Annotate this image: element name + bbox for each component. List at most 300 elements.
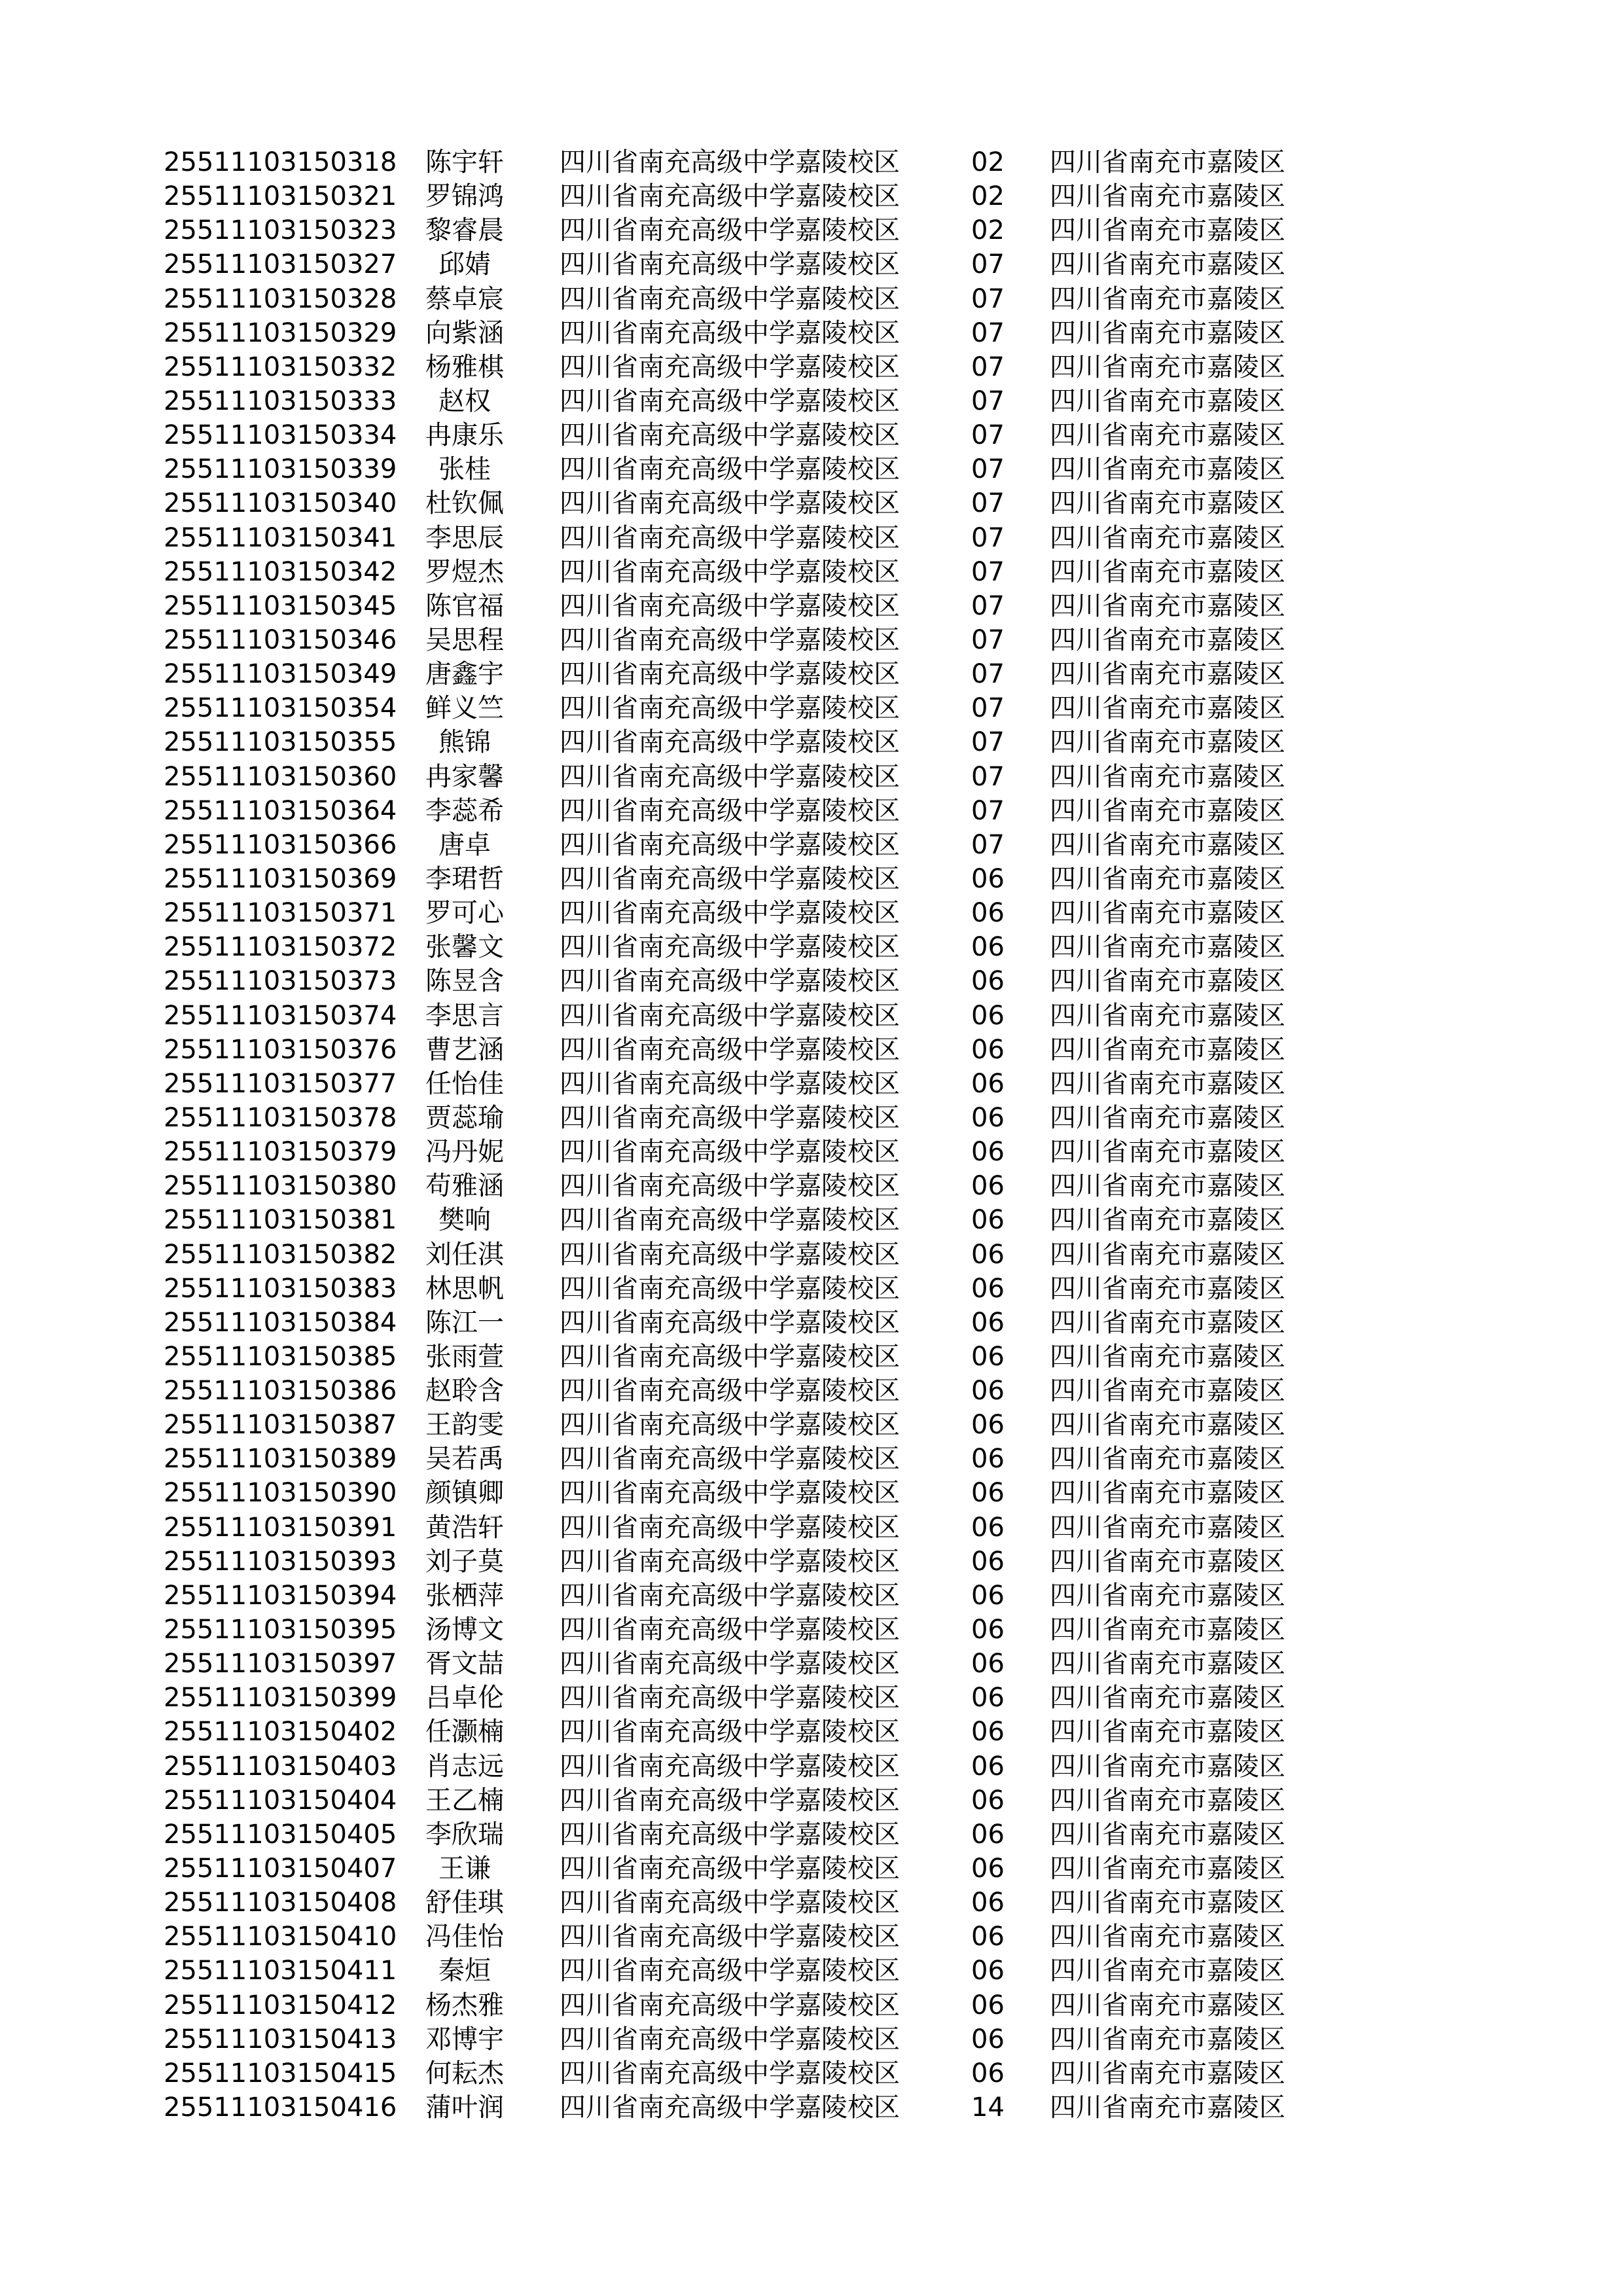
region-cell: 四川省南充市嘉陵区 (1050, 1546, 1285, 1577)
exam-id-cell: 25511103150334 (164, 420, 397, 451)
exam-id-cell: 25511103150386 (164, 1376, 397, 1407)
school-cell: 四川省南充高级中学嘉陵校区 (560, 556, 900, 587)
school-cell: 四川省南充高级中学嘉陵校区 (560, 693, 900, 724)
region-cell: 四川省南充市嘉陵区 (1050, 1649, 1285, 1679)
student-name-cell: 冯佳怡 (425, 1922, 504, 1952)
exam-id-cell: 25511103150377 (164, 1068, 397, 1099)
school-cell: 四川省南充高级中学嘉陵校区 (560, 249, 900, 280)
school-cell: 四川省南充高级中学嘉陵校区 (560, 1376, 900, 1407)
exam-id-cell: 25511103150327 (164, 249, 397, 280)
region-cell: 四川省南充市嘉陵区 (1050, 1478, 1285, 1509)
exam-id-cell: 25511103150395 (164, 1615, 397, 1645)
region-cell: 四川省南充市嘉陵区 (1050, 351, 1285, 382)
school-cell: 四川省南充高级中学嘉陵校区 (560, 1068, 900, 1099)
student-name-cell: 黎睿晨 (425, 215, 504, 246)
region-cell: 四川省南充市嘉陵区 (1050, 2092, 1285, 2123)
exam-id-cell: 25511103150399 (164, 1683, 397, 1713)
student-name-cell: 苟雅涵 (425, 1171, 504, 1202)
student-name-cell: 唐鑫宇 (425, 659, 504, 690)
student-name-cell: 刘子莫 (425, 1546, 504, 1577)
table-row (0, 179, 1623, 213)
region-cell: 四川省南充市嘉陵区 (1050, 1615, 1285, 1645)
table-row (0, 452, 1623, 486)
table-row (0, 384, 1623, 418)
code-cell: 06 (971, 2024, 1005, 2054)
school-cell: 四川省南充高级中学嘉陵校区 (560, 1478, 900, 1509)
exam-id-cell: 25511103150376 (164, 1034, 397, 1065)
table-row (0, 1681, 1623, 1715)
student-name-cell: 陈官福 (425, 590, 504, 621)
region-cell: 四川省南充市嘉陵区 (1050, 966, 1285, 997)
table-row (0, 1715, 1623, 1749)
student-name-cell: 吴若禹 (425, 1444, 504, 1475)
student-name-cell: 吕卓伦 (425, 1683, 504, 1713)
code-cell: 07 (971, 590, 1005, 621)
region-cell: 四川省南充市嘉陵区 (1050, 317, 1285, 348)
exam-id-cell: 25511103150410 (164, 1922, 397, 1952)
school-cell: 四川省南充高级中学嘉陵校区 (560, 1717, 900, 1748)
exam-id-cell: 25511103150349 (164, 659, 397, 690)
exam-id-cell: 25511103150402 (164, 1717, 397, 1748)
student-name-cell: 王韵雯 (425, 1410, 504, 1441)
region-cell: 四川省南充市嘉陵区 (1050, 590, 1285, 621)
student-name-cell: 张雨萱 (425, 1341, 504, 1372)
table-row (0, 1749, 1623, 1784)
student-name-cell: 林思帆 (425, 1273, 504, 1304)
student-name-cell: 秦烜 (438, 1956, 491, 1986)
table-row (0, 1852, 1623, 1886)
exam-id-cell: 25511103150403 (164, 1751, 397, 1782)
table-row (0, 896, 1623, 930)
table-row (0, 1033, 1623, 1067)
code-cell: 06 (971, 1717, 1005, 1748)
school-cell: 四川省南充高级中学嘉陵校区 (560, 863, 900, 894)
student-name-cell: 陈江一 (425, 1307, 504, 1338)
region-cell: 四川省南充市嘉陵区 (1050, 249, 1285, 280)
table-row (0, 1920, 1623, 1954)
exam-id-cell: 25511103150354 (164, 693, 397, 724)
school-cell: 四川省南充高级中学嘉陵校区 (560, 898, 900, 929)
exam-id-cell: 25511103150332 (164, 351, 397, 382)
exam-id-cell: 25511103150415 (164, 2058, 397, 2089)
school-cell: 四川省南充高级中学嘉陵校区 (560, 1546, 900, 1577)
table-row (0, 964, 1623, 998)
school-cell: 四川省南充高级中学嘉陵校区 (560, 1990, 900, 2020)
student-name-cell: 杜钦佩 (425, 488, 504, 519)
table-row (0, 1408, 1623, 1442)
table-row (0, 1476, 1623, 1510)
table-row (0, 725, 1623, 759)
table-row (0, 247, 1623, 281)
school-cell: 四川省南充高级中学嘉陵校区 (560, 1102, 900, 1133)
region-cell: 四川省南充市嘉陵区 (1050, 1785, 1285, 1816)
student-name-cell: 吴思程 (425, 624, 504, 655)
region-cell: 四川省南充市嘉陵区 (1050, 181, 1285, 212)
region-cell: 四川省南充市嘉陵区 (1050, 1034, 1285, 1065)
school-cell: 四川省南充高级中学嘉陵校区 (560, 1580, 900, 1611)
exam-id-cell: 25511103150380 (164, 1171, 397, 1202)
table-row (0, 691, 1623, 725)
exam-id-cell: 25511103150408 (164, 1888, 397, 1918)
student-name-cell: 杨雅棋 (425, 351, 504, 382)
code-cell: 07 (971, 693, 1005, 724)
school-cell: 四川省南充高级中学嘉陵校区 (560, 727, 900, 758)
school-cell: 四川省南充高级中学嘉陵校区 (560, 215, 900, 246)
student-name-cell: 汤博文 (425, 1615, 504, 1645)
code-cell: 06 (971, 1888, 1005, 1918)
code-cell: 06 (971, 1546, 1005, 1577)
region-cell: 四川省南充市嘉陵区 (1050, 1000, 1285, 1031)
student-name-cell: 张栖萍 (425, 1580, 504, 1611)
exam-id-cell: 25511103150345 (164, 590, 397, 621)
code-cell: 07 (971, 761, 1005, 792)
exam-id-cell: 25511103150339 (164, 454, 397, 485)
exam-id-cell: 25511103150329 (164, 317, 397, 348)
code-cell: 07 (971, 556, 1005, 587)
table-row (0, 213, 1623, 247)
school-cell: 四川省南充高级中学嘉陵校区 (560, 351, 900, 382)
roster-table (0, 145, 1623, 2125)
school-cell: 四川省南充高级中学嘉陵校区 (560, 317, 900, 348)
student-name-cell: 张馨文 (425, 932, 504, 963)
school-cell: 四川省南充高级中学嘉陵校区 (560, 1239, 900, 1270)
school-cell: 四川省南充高级中学嘉陵校区 (560, 1000, 900, 1031)
exam-id-cell: 25511103150390 (164, 1478, 397, 1509)
table-row (0, 1818, 1623, 1852)
table-row (0, 589, 1623, 623)
region-cell: 四川省南充市嘉陵区 (1050, 420, 1285, 451)
exam-id-cell: 25511103150346 (164, 624, 397, 655)
code-cell: 06 (971, 1854, 1005, 1884)
exam-id-cell: 25511103150355 (164, 727, 397, 758)
school-cell: 四川省南充高级中学嘉陵校区 (560, 1273, 900, 1304)
code-cell: 06 (971, 1956, 1005, 1986)
code-cell: 06 (971, 1478, 1005, 1509)
code-cell: 02 (971, 181, 1005, 212)
code-cell: 06 (971, 1000, 1005, 1031)
code-cell: 06 (971, 1580, 1005, 1611)
code-cell: 07 (971, 659, 1005, 690)
code-cell: 06 (971, 1102, 1005, 1133)
school-cell: 四川省南充高级中学嘉陵校区 (560, 2024, 900, 2054)
student-name-cell: 邱婧 (438, 249, 491, 280)
table-row (0, 555, 1623, 589)
exam-id-cell: 25511103150342 (164, 556, 397, 587)
student-name-cell: 李思辰 (425, 522, 504, 553)
table-row (0, 1272, 1623, 1306)
code-cell: 06 (971, 863, 1005, 894)
table-row (0, 1511, 1623, 1545)
code-cell: 06 (971, 1819, 1005, 1850)
exam-id-cell: 25511103150389 (164, 1444, 397, 1475)
region-cell: 四川省南充市嘉陵区 (1050, 795, 1285, 826)
code-cell: 02 (971, 215, 1005, 246)
table-row (0, 999, 1623, 1033)
school-cell: 四川省南充高级中学嘉陵校区 (560, 488, 900, 519)
school-cell: 四川省南充高级中学嘉陵校区 (560, 966, 900, 997)
student-name-cell: 蔡卓宸 (425, 283, 504, 314)
student-name-cell: 李欣瑞 (425, 1819, 504, 1850)
exam-id-cell: 25511103150412 (164, 1990, 397, 2020)
exam-id-cell: 25511103150381 (164, 1205, 397, 1236)
code-cell: 06 (971, 1683, 1005, 1713)
region-cell: 四川省南充市嘉陵区 (1050, 386, 1285, 416)
student-name-cell: 舒佳琪 (425, 1888, 504, 1918)
region-cell: 四川省南充市嘉陵区 (1050, 522, 1285, 553)
student-name-cell: 陈昱含 (425, 966, 504, 997)
school-cell: 四川省南充高级中学嘉陵校区 (560, 1751, 900, 1782)
table-row (0, 316, 1623, 350)
region-cell: 四川省南充市嘉陵区 (1050, 1683, 1285, 1713)
school-cell: 四川省南充高级中学嘉陵校区 (560, 1410, 900, 1441)
school-cell: 四川省南充高级中学嘉陵校区 (560, 181, 900, 212)
code-cell: 07 (971, 386, 1005, 416)
student-name-cell: 冉康乐 (425, 420, 504, 451)
exam-id-cell: 25511103150372 (164, 932, 397, 963)
table-row (0, 1886, 1623, 1920)
table-row (0, 930, 1623, 964)
table-row (0, 1988, 1623, 2022)
code-cell: 07 (971, 624, 1005, 655)
exam-id-cell: 25511103150371 (164, 898, 397, 929)
school-cell: 四川省南充高级中学嘉陵校区 (560, 761, 900, 792)
table-row (0, 1203, 1623, 1237)
student-name-cell: 罗煜杰 (425, 556, 504, 587)
region-cell: 四川省南充市嘉陵区 (1050, 1239, 1285, 1270)
table-row (0, 145, 1623, 179)
region-cell: 四川省南充市嘉陵区 (1050, 1922, 1285, 1952)
student-name-cell: 罗可心 (425, 898, 504, 929)
code-cell: 06 (971, 1239, 1005, 1270)
table-row (0, 1101, 1623, 1135)
region-cell: 四川省南充市嘉陵区 (1050, 1990, 1285, 2020)
exam-id-cell: 25511103150387 (164, 1410, 397, 1441)
region-cell: 四川省南充市嘉陵区 (1050, 1888, 1285, 1918)
region-cell: 四川省南充市嘉陵区 (1050, 215, 1285, 246)
table-row (0, 1579, 1623, 1613)
table-row (0, 1169, 1623, 1203)
table-row (0, 2056, 1623, 2090)
school-cell: 四川省南充高级中学嘉陵校区 (560, 1615, 900, 1645)
student-name-cell: 李蕊希 (425, 795, 504, 826)
table-row (0, 1135, 1623, 1169)
student-name-cell: 熊锦 (438, 727, 491, 758)
school-cell: 四川省南充高级中学嘉陵校区 (560, 522, 900, 553)
table-row (0, 760, 1623, 794)
student-name-cell: 樊响 (438, 1205, 491, 1236)
table-row (0, 1340, 1623, 1374)
school-cell: 四川省南充高级中学嘉陵校区 (560, 1034, 900, 1065)
student-name-cell: 曹艺涵 (425, 1034, 504, 1065)
code-cell: 06 (971, 1307, 1005, 1338)
table-row (0, 418, 1623, 452)
exam-id-cell: 25511103150383 (164, 1273, 397, 1304)
exam-id-cell: 25511103150384 (164, 1307, 397, 1338)
code-cell: 06 (971, 1615, 1005, 1645)
region-cell: 四川省南充市嘉陵区 (1050, 556, 1285, 587)
region-cell: 四川省南充市嘉陵区 (1050, 727, 1285, 758)
school-cell: 四川省南充高级中学嘉陵校区 (560, 147, 900, 177)
student-name-cell: 赵权 (438, 386, 491, 416)
school-cell: 四川省南充高级中学嘉陵校区 (560, 386, 900, 416)
code-cell: 06 (971, 1205, 1005, 1236)
table-row (0, 521, 1623, 555)
student-name-cell: 蒲叶润 (425, 2092, 504, 2123)
student-name-cell: 陈宇轩 (425, 147, 504, 177)
code-cell: 06 (971, 1171, 1005, 1202)
code-cell: 06 (971, 1444, 1005, 1475)
school-cell: 四川省南充高级中学嘉陵校区 (560, 1341, 900, 1372)
region-cell: 四川省南充市嘉陵区 (1050, 1580, 1285, 1611)
exam-id-cell: 25511103150411 (164, 1956, 397, 1986)
school-cell: 四川省南充高级中学嘉陵校区 (560, 590, 900, 621)
student-name-cell: 李珺哲 (425, 863, 504, 894)
region-cell: 四川省南充市嘉陵区 (1050, 1341, 1285, 1372)
table-row (0, 1647, 1623, 1681)
exam-id-cell: 25511103150382 (164, 1239, 397, 1270)
region-cell: 四川省南充市嘉陵区 (1050, 863, 1285, 894)
exam-id-cell: 25511103150373 (164, 966, 397, 997)
school-cell: 四川省南充高级中学嘉陵校区 (560, 659, 900, 690)
exam-id-cell: 25511103150407 (164, 1854, 397, 1884)
school-cell: 四川省南充高级中学嘉陵校区 (560, 2092, 900, 2123)
code-cell: 07 (971, 795, 1005, 826)
table-row (0, 350, 1623, 384)
code-cell: 06 (971, 2058, 1005, 2089)
code-cell: 07 (971, 522, 1005, 553)
exam-id-cell: 25511103150369 (164, 863, 397, 894)
region-cell: 四川省南充市嘉陵区 (1050, 1307, 1285, 1338)
table-row (0, 1613, 1623, 1647)
student-name-cell: 邓博宇 (425, 2024, 504, 2054)
code-cell: 06 (971, 1751, 1005, 1782)
school-cell: 四川省南充高级中学嘉陵校区 (560, 1444, 900, 1475)
exam-id-cell: 25511103150379 (164, 1137, 397, 1168)
code-cell: 06 (971, 1649, 1005, 1679)
school-cell: 四川省南充高级中学嘉陵校区 (560, 1649, 900, 1679)
exam-id-cell: 25511103150413 (164, 2024, 397, 2054)
table-row (0, 623, 1623, 657)
student-name-cell: 颜镇卿 (425, 1478, 504, 1509)
exam-id-cell: 25511103150391 (164, 1512, 397, 1543)
table-row (0, 486, 1623, 520)
code-cell: 06 (971, 932, 1005, 963)
student-name-cell: 刘任淇 (425, 1239, 504, 1270)
school-cell: 四川省南充高级中学嘉陵校区 (560, 1956, 900, 1986)
school-cell: 四川省南充高级中学嘉陵校区 (560, 795, 900, 826)
student-name-cell: 何耘杰 (425, 2058, 504, 2089)
region-cell: 四川省南充市嘉陵区 (1050, 2058, 1285, 2089)
school-cell: 四川省南充高级中学嘉陵校区 (560, 1205, 900, 1236)
code-cell: 07 (971, 283, 1005, 314)
school-cell: 四川省南充高级中学嘉陵校区 (560, 932, 900, 963)
exam-id-cell: 25511103150366 (164, 829, 397, 860)
table-row (0, 1954, 1623, 1988)
region-cell: 四川省南充市嘉陵区 (1050, 488, 1285, 519)
region-cell: 四川省南充市嘉陵区 (1050, 283, 1285, 314)
region-cell: 四川省南充市嘉陵区 (1050, 1751, 1285, 1782)
student-name-cell: 肖志远 (425, 1751, 504, 1782)
code-cell: 07 (971, 727, 1005, 758)
region-cell: 四川省南充市嘉陵区 (1050, 624, 1285, 655)
exam-id-cell: 25511103150378 (164, 1102, 397, 1133)
school-cell: 四川省南充高级中学嘉陵校区 (560, 1307, 900, 1338)
school-cell: 四川省南充高级中学嘉陵校区 (560, 1137, 900, 1168)
code-cell: 06 (971, 1410, 1005, 1441)
code-cell: 06 (971, 1512, 1005, 1543)
region-cell: 四川省南充市嘉陵区 (1050, 1819, 1285, 1850)
region-cell: 四川省南充市嘉陵区 (1050, 1410, 1285, 1441)
student-name-cell: 王乙楠 (425, 1785, 504, 1816)
exam-id-cell: 25511103150321 (164, 181, 397, 212)
table-row (0, 1238, 1623, 1272)
code-cell: 06 (971, 1990, 1005, 2020)
region-cell: 四川省南充市嘉陵区 (1050, 1137, 1285, 1168)
student-name-cell: 冉家馨 (425, 761, 504, 792)
region-cell: 四川省南充市嘉陵区 (1050, 693, 1285, 724)
table-row (0, 282, 1623, 316)
exam-id-cell: 25511103150328 (164, 283, 397, 314)
code-cell: 07 (971, 351, 1005, 382)
table-row (0, 828, 1623, 862)
school-cell: 四川省南充高级中学嘉陵校区 (560, 283, 900, 314)
student-name-cell: 任灏楠 (425, 1717, 504, 1748)
school-cell: 四川省南充高级中学嘉陵校区 (560, 1819, 900, 1850)
school-cell: 四川省南充高级中学嘉陵校区 (560, 1785, 900, 1816)
code-cell: 07 (971, 317, 1005, 348)
exam-id-cell: 25511103150340 (164, 488, 397, 519)
region-cell: 四川省南充市嘉陵区 (1050, 1273, 1285, 1304)
region-cell: 四川省南充市嘉陵区 (1050, 829, 1285, 860)
region-cell: 四川省南充市嘉陵区 (1050, 1171, 1285, 1202)
table-row (0, 862, 1623, 896)
school-cell: 四川省南充高级中学嘉陵校区 (560, 420, 900, 451)
code-cell: 06 (971, 1034, 1005, 1065)
student-name-cell: 杨杰雅 (425, 1990, 504, 2020)
exam-id-cell: 25511103150364 (164, 795, 397, 826)
exam-id-cell: 25511103150393 (164, 1546, 397, 1577)
student-name-cell: 唐卓 (438, 829, 491, 860)
code-cell: 06 (971, 1137, 1005, 1168)
region-cell: 四川省南充市嘉陵区 (1050, 147, 1285, 177)
exam-id-cell: 25511103150333 (164, 386, 397, 416)
exam-id-cell: 25511103150323 (164, 215, 397, 246)
school-cell: 四川省南充高级中学嘉陵校区 (560, 1854, 900, 1884)
exam-id-cell: 25511103150318 (164, 147, 397, 177)
school-cell: 四川省南充高级中学嘉陵校区 (560, 624, 900, 655)
student-name-cell: 贾蕊瑜 (425, 1102, 504, 1133)
school-cell: 四川省南充高级中学嘉陵校区 (560, 1922, 900, 1952)
table-row (0, 2090, 1623, 2125)
school-cell: 四川省南充高级中学嘉陵校区 (560, 1888, 900, 1918)
student-name-cell: 鲜义竺 (425, 693, 504, 724)
table-row (0, 657, 1623, 691)
student-name-cell: 任怡佳 (425, 1068, 504, 1099)
region-cell: 四川省南充市嘉陵区 (1050, 454, 1285, 485)
exam-id-cell: 25511103150405 (164, 1819, 397, 1850)
school-cell: 四川省南充高级中学嘉陵校区 (560, 1512, 900, 1543)
table-row (0, 794, 1623, 828)
code-cell: 06 (971, 1068, 1005, 1099)
student-name-cell: 王谦 (438, 1854, 491, 1884)
code-cell: 06 (971, 898, 1005, 929)
table-row (0, 1067, 1623, 1101)
student-name-cell: 黄浩轩 (425, 1512, 504, 1543)
school-cell: 四川省南充高级中学嘉陵校区 (560, 1171, 900, 1202)
school-cell: 四川省南充高级中学嘉陵校区 (560, 829, 900, 860)
student-name-cell: 胥文喆 (425, 1649, 504, 1679)
code-cell: 06 (971, 1922, 1005, 1952)
